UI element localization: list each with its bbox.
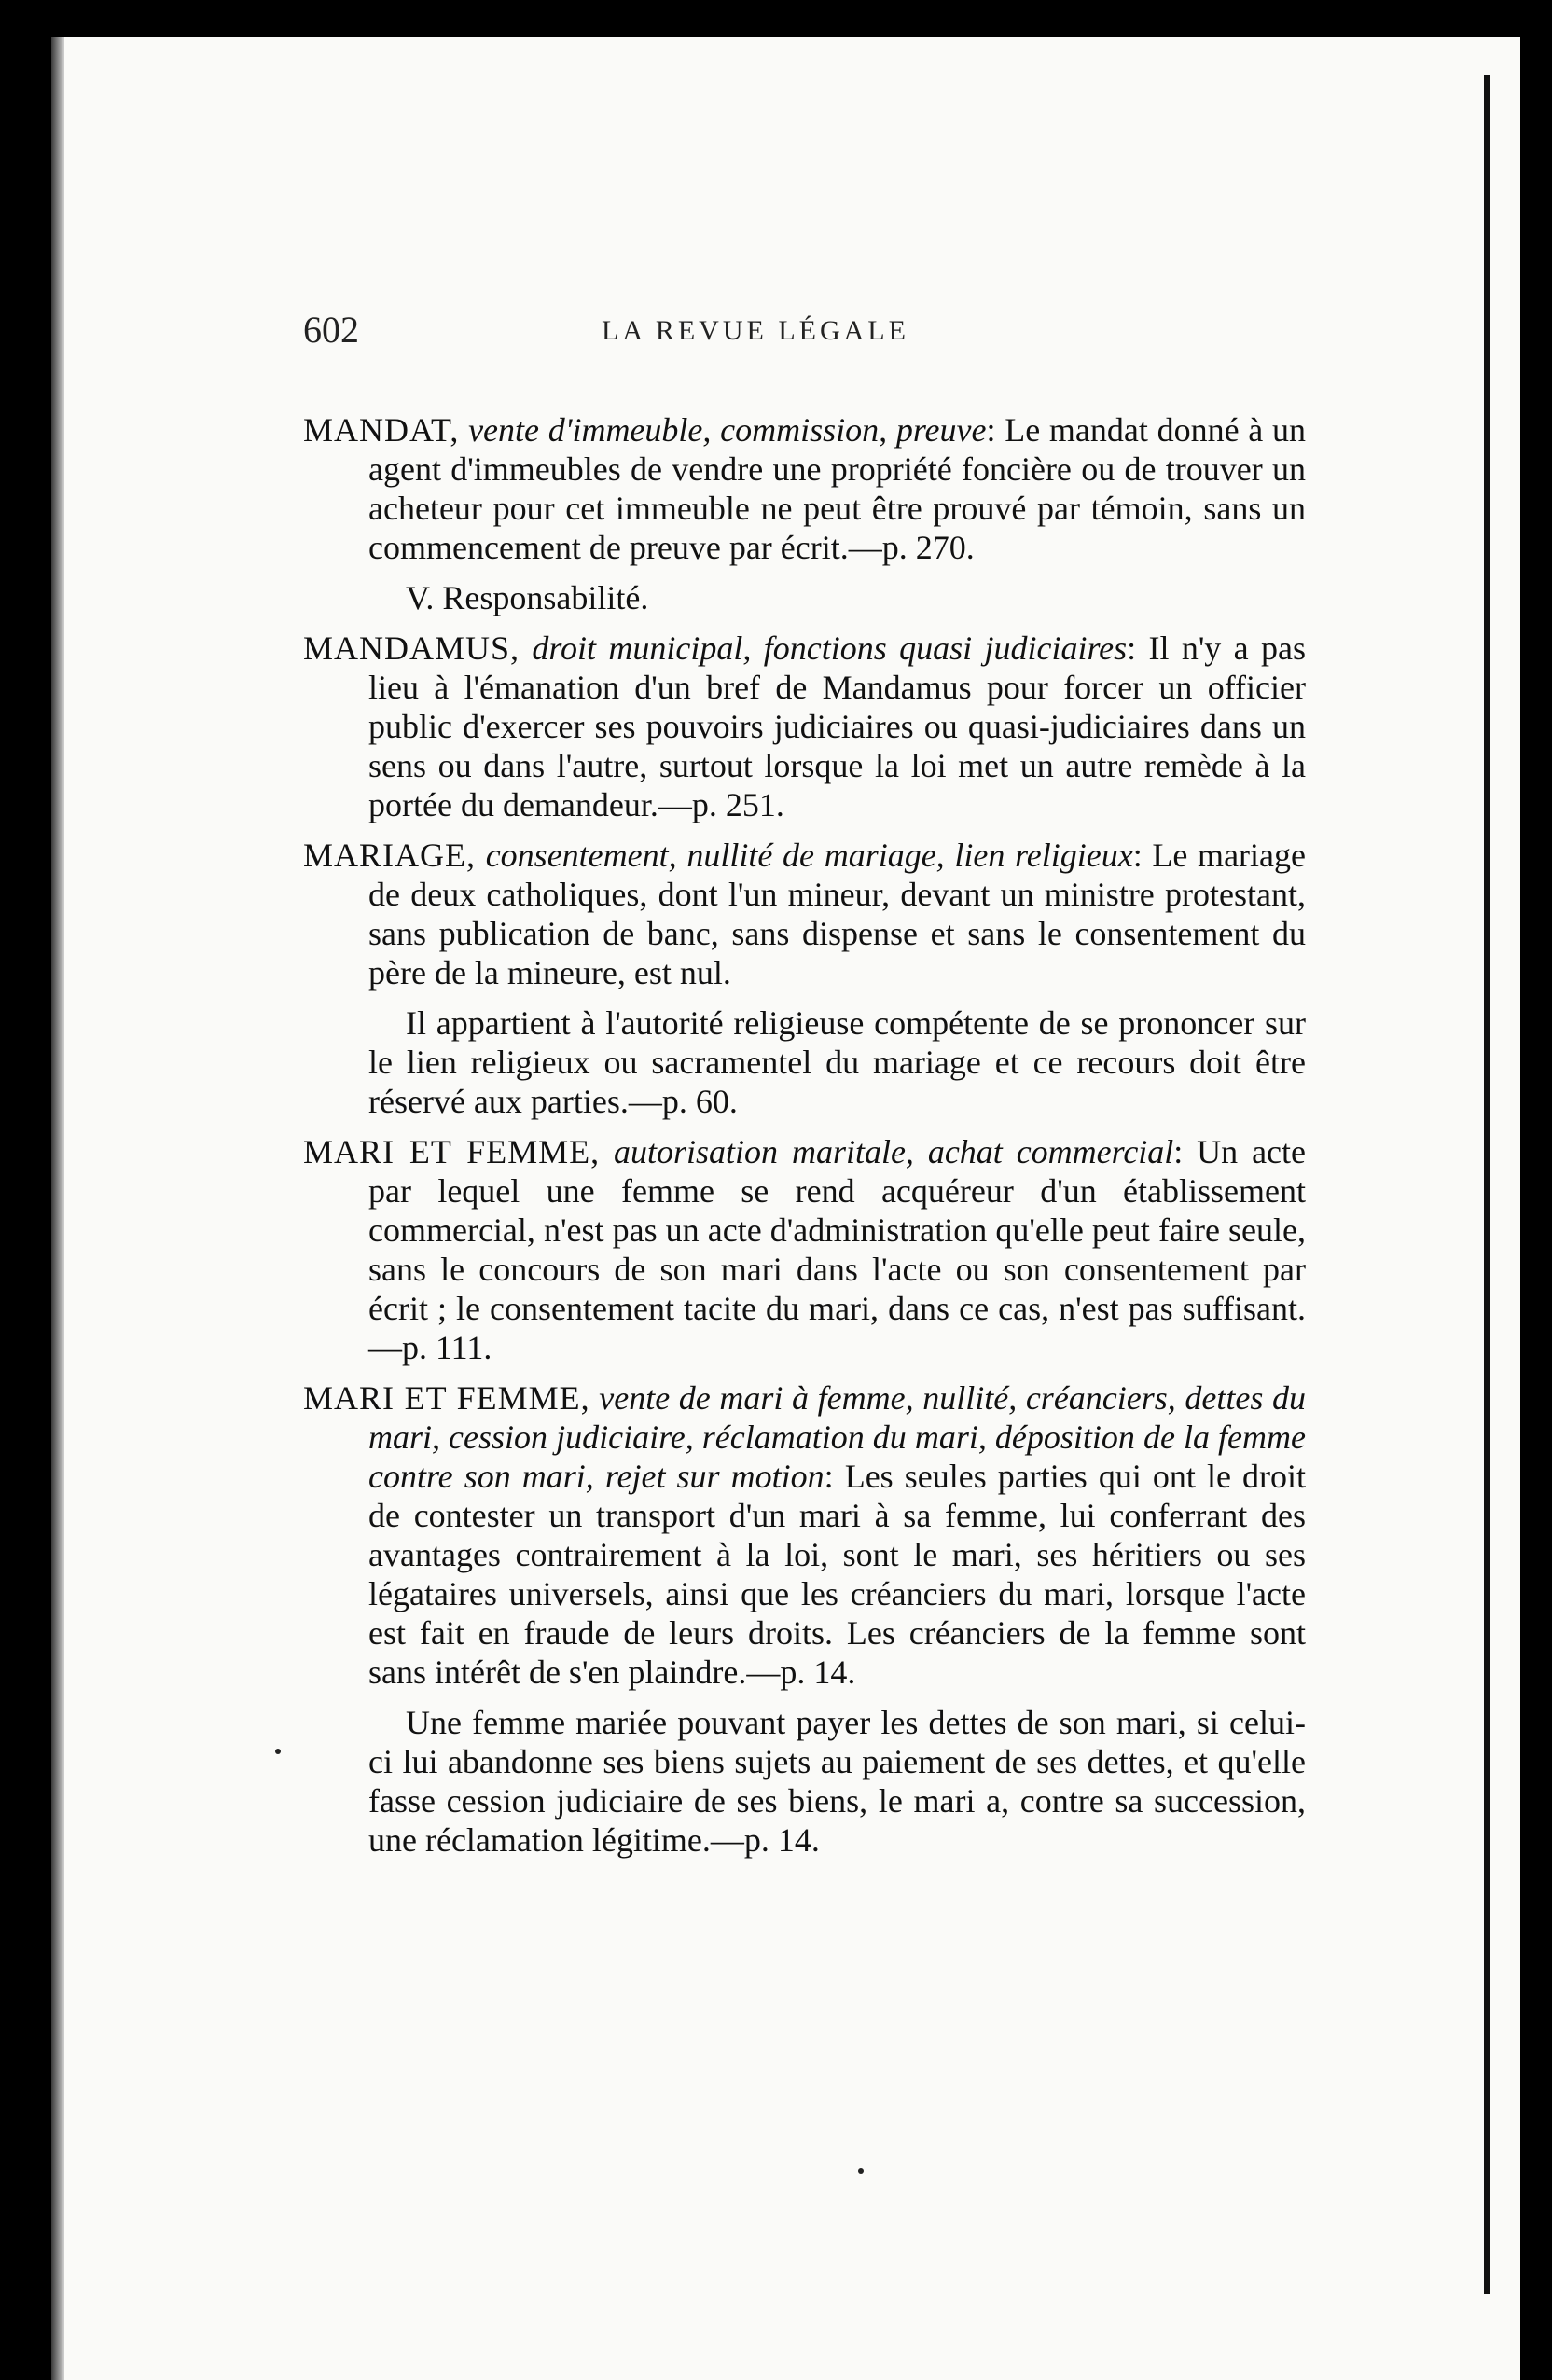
index-entry [303,1132,1306,1367]
entry-keywords: droit municipal, fonctions quasi judiciaires [520,630,1128,667]
print-speck [858,2168,864,2174]
entry-keywords: vente de mari à femme, nullité, créanciers, dettes du mari, cession judiciaire, réclamation du mari, déposition de la femme contre son mari, rejet sur motion [368,1379,1306,1495]
entry-heading: MANDAMUS, [303,630,520,667]
index-entry [303,410,1306,567]
page-header [51,308,1520,364]
entry-paragraph: Une femme mariée pouvant payer les dettes de son mari, si celui-ci lui abandonne ses biens sujets au paiement de ses dettes, et qu'elle fasse cession judiciaire de ses biens, le mari a, contre sa succession, une réclamation légitime.—p. 14. [368,1704,1306,1859]
entry-keywords: vente d'immeuble, commission, preuve [459,411,987,449]
entry-text: : Le mariage de deux catholiques, dont l'un mineur, devant un ministre protestant, sans publication de banc, sans dispense et sans le consentement du père de la mineure, est nul. [368,837,1306,991]
entry-text: : Les seules parties qui ont le droit de contester un transport d'un mari à sa femme, lui conferrant des avantages contrairement à la loi, sont le mari, ses héritiers ou ses légataires universels, ainsi que les créanciers du mari, lorsque l'acte est fait en fraude de leurs droits. Les créanciers de la femme sont sans intérêt de s'en plaindre.—p. 14. [368,1458,1306,1691]
entry-text: : Un acte par lequel une femme se rend acquéreur d'un établissement commercial, n'est pas un acte d'administration qu'elle peut faire seule, sans le concours de son mari dans l'acte ou son consentement par écrit ; le consentement tacite du mari, dans ce cas, n'est pas suffisant.—p. 111. [368,1133,1307,1366]
page-binding-edge [51,37,64,2380]
entry-text: : Il n'y a pas lieu à l'émanation d'un bref de Mandamus pour forcer un officier public d'exercer ses pouvoirs judiciaires ou quasi-judiciaires dans un sens ou dans l'autre, surtout lorsque la loi met un autre remède à la portée du demandeur.—p. 251. [368,630,1306,823]
entry-text: : Le mandat donné à un agent d'immeubles de vendre une propriété foncière ou de trouver un acheteur pour cet immeuble ne peut être prouvé par témoin, sans un commencement de preuve par écrit.—p. 270. [368,411,1307,566]
running-title: LA REVUE LÉGALE [602,315,909,346]
entry-paragraph: Il appartient à l'autorité religieuse compétente de se prononcer sur le lien religieux ou sacramentel du mariage et ce recours doit être réservé aux parties.—p. 60. [368,1004,1306,1120]
scanned-page [51,37,1520,2380]
entry-heading: MARIAGE, [303,837,476,874]
index-entry [303,836,1306,992]
cross-reference: V. Responsabilité. [406,579,649,616]
index-entry [303,629,1306,824]
entry-heading: MARI ET FEMME, [303,1379,590,1417]
index-body [303,410,1306,1871]
index-entry [303,1378,1306,1692]
page-number: 602 [303,309,359,351]
entry-heading: MARI ET FEMME, [303,1133,601,1170]
entry-keywords: autorisation maritale, achat commercial [600,1133,1174,1170]
page-right-border [1484,75,1490,2294]
entry-keywords: consentement, nullité de mariage, lien religieux [476,837,1133,874]
print-speck [275,1749,281,1754]
entry-heading: MANDAT, [303,411,460,449]
